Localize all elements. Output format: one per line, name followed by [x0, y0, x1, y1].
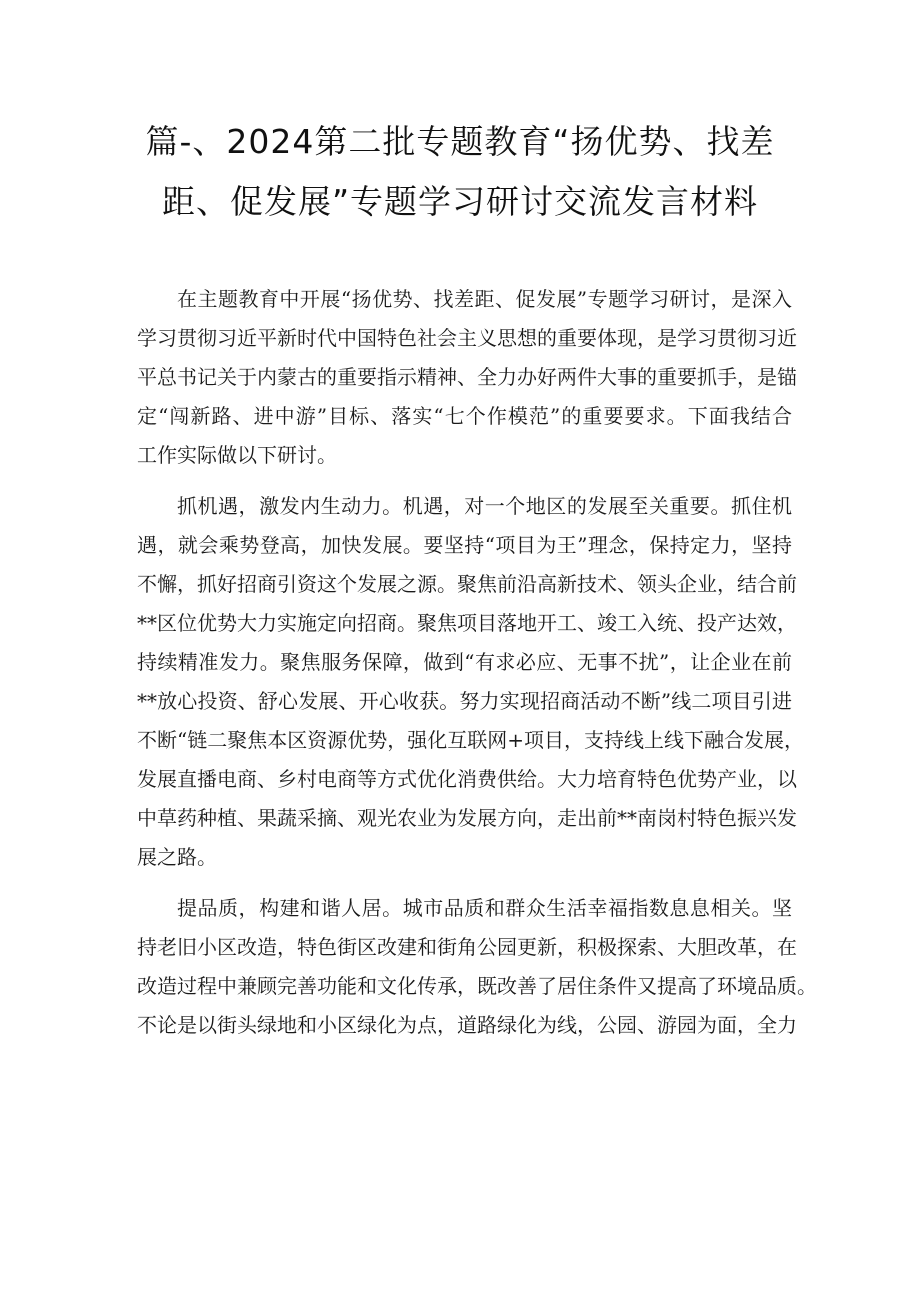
- text-line: 抓机遇，激发内生动力。机遇，对一个地区的发展至关重要。抓住机: [177, 494, 792, 518]
- text-line: 在主题教育中开展“扬优势、找差距、促发展”专题学习研讨，是深入: [177, 287, 792, 311]
- text-line: 平总书记关于内蒙古的重要指示精神、全力办好两件大事的重要抓手，是锚: [137, 365, 797, 389]
- paragraph-opportunity: [137, 487, 804, 877]
- text-line: 中草药种植、果蔬采摘、观光农业为发展方向，走出前**南岗村特色振兴发: [137, 806, 797, 830]
- text-line: 遇，就会乘势登高，加快发展。要坚持“项目为王”理念，保持定力，坚持: [137, 533, 792, 557]
- text-line: 提品质，构建和谐人居。城市品质和群众生活幸福指数息息相关。坚: [177, 896, 792, 920]
- text-line: 不懈，抓好招商引资这个发展之源。聚焦前沿高新技术、领头企业，结合前: [137, 572, 797, 596]
- title-line-1: 篇-、2024第二批专题教育“扬优势、找差: [145, 122, 775, 161]
- text-line: **放心投资、舒心发展、开心收获。努力实现招商活动不断”线二项目引进: [137, 689, 792, 713]
- paragraph-quality: [137, 889, 817, 1045]
- paragraph-intro: [137, 280, 797, 475]
- text-line: 改造过程中兼顾完善功能和文化传承，既改善了居住条件又提高了环境品质。: [137, 974, 817, 998]
- text-line: **区位优势大力实施定向招商。聚焦项目落地开工、竣工入统、投产达效，: [137, 611, 797, 635]
- text-line: 工作实际做以下研讨。: [137, 443, 337, 467]
- text-line: 持续精准发力。聚焦服务保障，做到“有求必应、无事不扰”，让企业在前: [137, 650, 792, 674]
- text-line: 不断“链二聚焦本区资源优势，强化互联网+项目，支持线上线下融合发展，: [137, 728, 804, 752]
- document-body: [137, 280, 817, 1057]
- text-line: 学习贯彻习近平新时代中国特色社会主义思想的重要体现，是学习贯彻习近: [137, 326, 797, 350]
- title-line-2: 距、促发展”专题学习研讨交流发言材料: [161, 182, 759, 221]
- text-line: 持老旧小区改造，特色街区改建和街角公园更新，积极探索、大胆改革，在: [137, 935, 797, 959]
- text-line: 定“闯新路、进中游”目标、落实“七个作模范”的重要要求。下面我结合: [137, 404, 792, 428]
- text-line: 不论是以街头绿地和小区绿化为点，道路绿化为线，公园、游园为面，全力: [137, 1013, 797, 1037]
- text-line: 展之路。: [137, 845, 217, 869]
- document-title: [100, 112, 820, 232]
- text-line: 发展直播电商、乡村电商等方式优化消费供给。大力培育特色优势产业，以: [137, 767, 797, 791]
